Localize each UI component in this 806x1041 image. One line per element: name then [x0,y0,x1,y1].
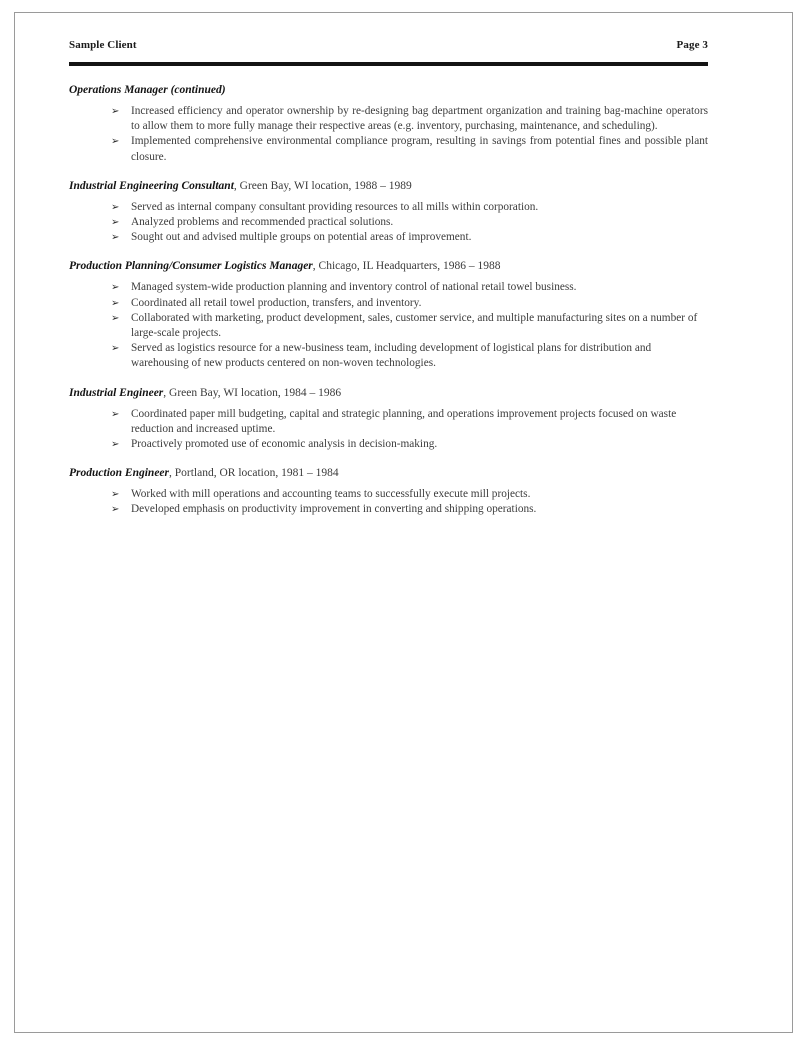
bullet-list [69,407,708,453]
bullet-text: Implemented comprehensive environmental compliance program, resulting in savings from potential fines and possible plant closure. [131,135,708,163]
bullet-text: Sought out and advised multiple groups on potential areas of improvement. [131,231,472,244]
bullet-item [69,296,708,311]
job-meta: , Green Bay, WI location, 1984 – 1986 [163,386,342,399]
job-block [69,83,708,165]
bullet-item [69,104,708,134]
job-block [69,386,708,453]
bullet-arrow-icon: ➢ [111,489,120,501]
job-title: Industrial Engineering Consultant [69,179,234,192]
job-block [69,179,708,246]
bullet-item [69,230,708,245]
job-title: Production Planning/Consumer Logistics Manager [69,260,313,273]
job-title: Production Engineer [69,467,170,480]
job-heading [69,83,708,98]
job-meta: , Chicago, IL Headquarters, 1986 – 1988 [312,260,501,273]
bullet-item [69,311,708,341]
bullet-text: Managed system-wide production planning and inventory control of national retail towel business. [131,281,577,294]
bullet-text: Coordinated all retail towel production, transfers, and inventory. [131,296,422,309]
bullet-arrow-icon: ➢ [111,343,120,355]
bullet-item [69,437,708,452]
job-heading [69,386,708,401]
bullet-arrow-icon: ➢ [111,439,120,451]
bullet-list [69,280,708,371]
bullet-list [69,104,708,165]
bullet-arrow-icon: ➢ [111,312,120,324]
bullet-text: Developed emphasis on productivity improvement in converting and shipping operations. [131,503,537,516]
job-heading [69,466,708,481]
bullet-arrow-icon: ➢ [111,232,120,244]
bullet-arrow-icon: ➢ [111,408,120,420]
bullet-item [69,407,708,437]
bullet-text: Proactively promoted use of economic analysis in decision-making. [131,438,438,451]
bullet-list [69,200,708,246]
bullet-text: Served as internal company consultant providing resources to all mills within corporation. [131,200,539,213]
job-title: Operations Manager (continued) [69,84,226,96]
bullet-arrow-icon: ➢ [111,297,120,309]
job-title: Industrial Engineer [69,386,164,399]
job-meta: , Green Bay, WI location, 1988 – 1989 [233,179,412,192]
header-page-number: Page 3 [676,39,708,51]
bullet-item [69,502,708,517]
experience-sections [69,83,708,518]
header-divider-rule [69,62,708,66]
page-content [69,39,708,532]
header-client-name: Sample Client [69,39,137,51]
bullet-arrow-icon: ➢ [111,282,120,294]
bullet-item [69,280,708,295]
bullet-text: Analyzed problems and recommended practical solutions. [131,216,394,229]
bullet-arrow-icon: ➢ [111,201,120,213]
bullet-text: Collaborated with marketing, product development, sales, customer service, and multiple manufacturing sites on a number of large-scale projects. [131,311,698,340]
bullet-text: Worked with mill operations and accounting teams to successfully execute mill projects. [131,488,531,501]
running-header [69,39,708,61]
bullet-item [69,215,708,230]
bullet-text: Served as logistics resource for a new-business team, including development of logistical plans for distribution and warehousing of new products centered on non-woven technologies. [131,342,652,370]
bullet-text: Increased efficiency and operator ownership by re-designing bag department organization and training bag-machine operators to allow them to more fully manage their respective areas (e.g. inventory, purchasing, maintenance, and scheduling). [131,105,708,133]
document-page [14,12,793,1033]
bullet-text: Coordinated paper mill budgeting, capital and strategic planning, and operations improvement projects focused on waste reduction and increased uptime. [131,407,677,435]
job-block [69,259,708,371]
bullet-arrow-icon: ➢ [111,504,120,516]
bullet-item [69,341,708,371]
job-heading [69,259,708,274]
bullet-list [69,487,708,517]
bullet-item [69,487,708,502]
bullet-arrow-icon: ➢ [111,136,120,148]
bullet-item [69,200,708,215]
bullet-arrow-icon: ➢ [111,106,120,117]
bullet-arrow-icon: ➢ [111,217,120,229]
job-block [69,466,708,517]
job-meta: , Portland, OR location, 1981 – 1984 [169,467,339,480]
bullet-item [69,134,708,164]
job-heading [69,179,708,194]
